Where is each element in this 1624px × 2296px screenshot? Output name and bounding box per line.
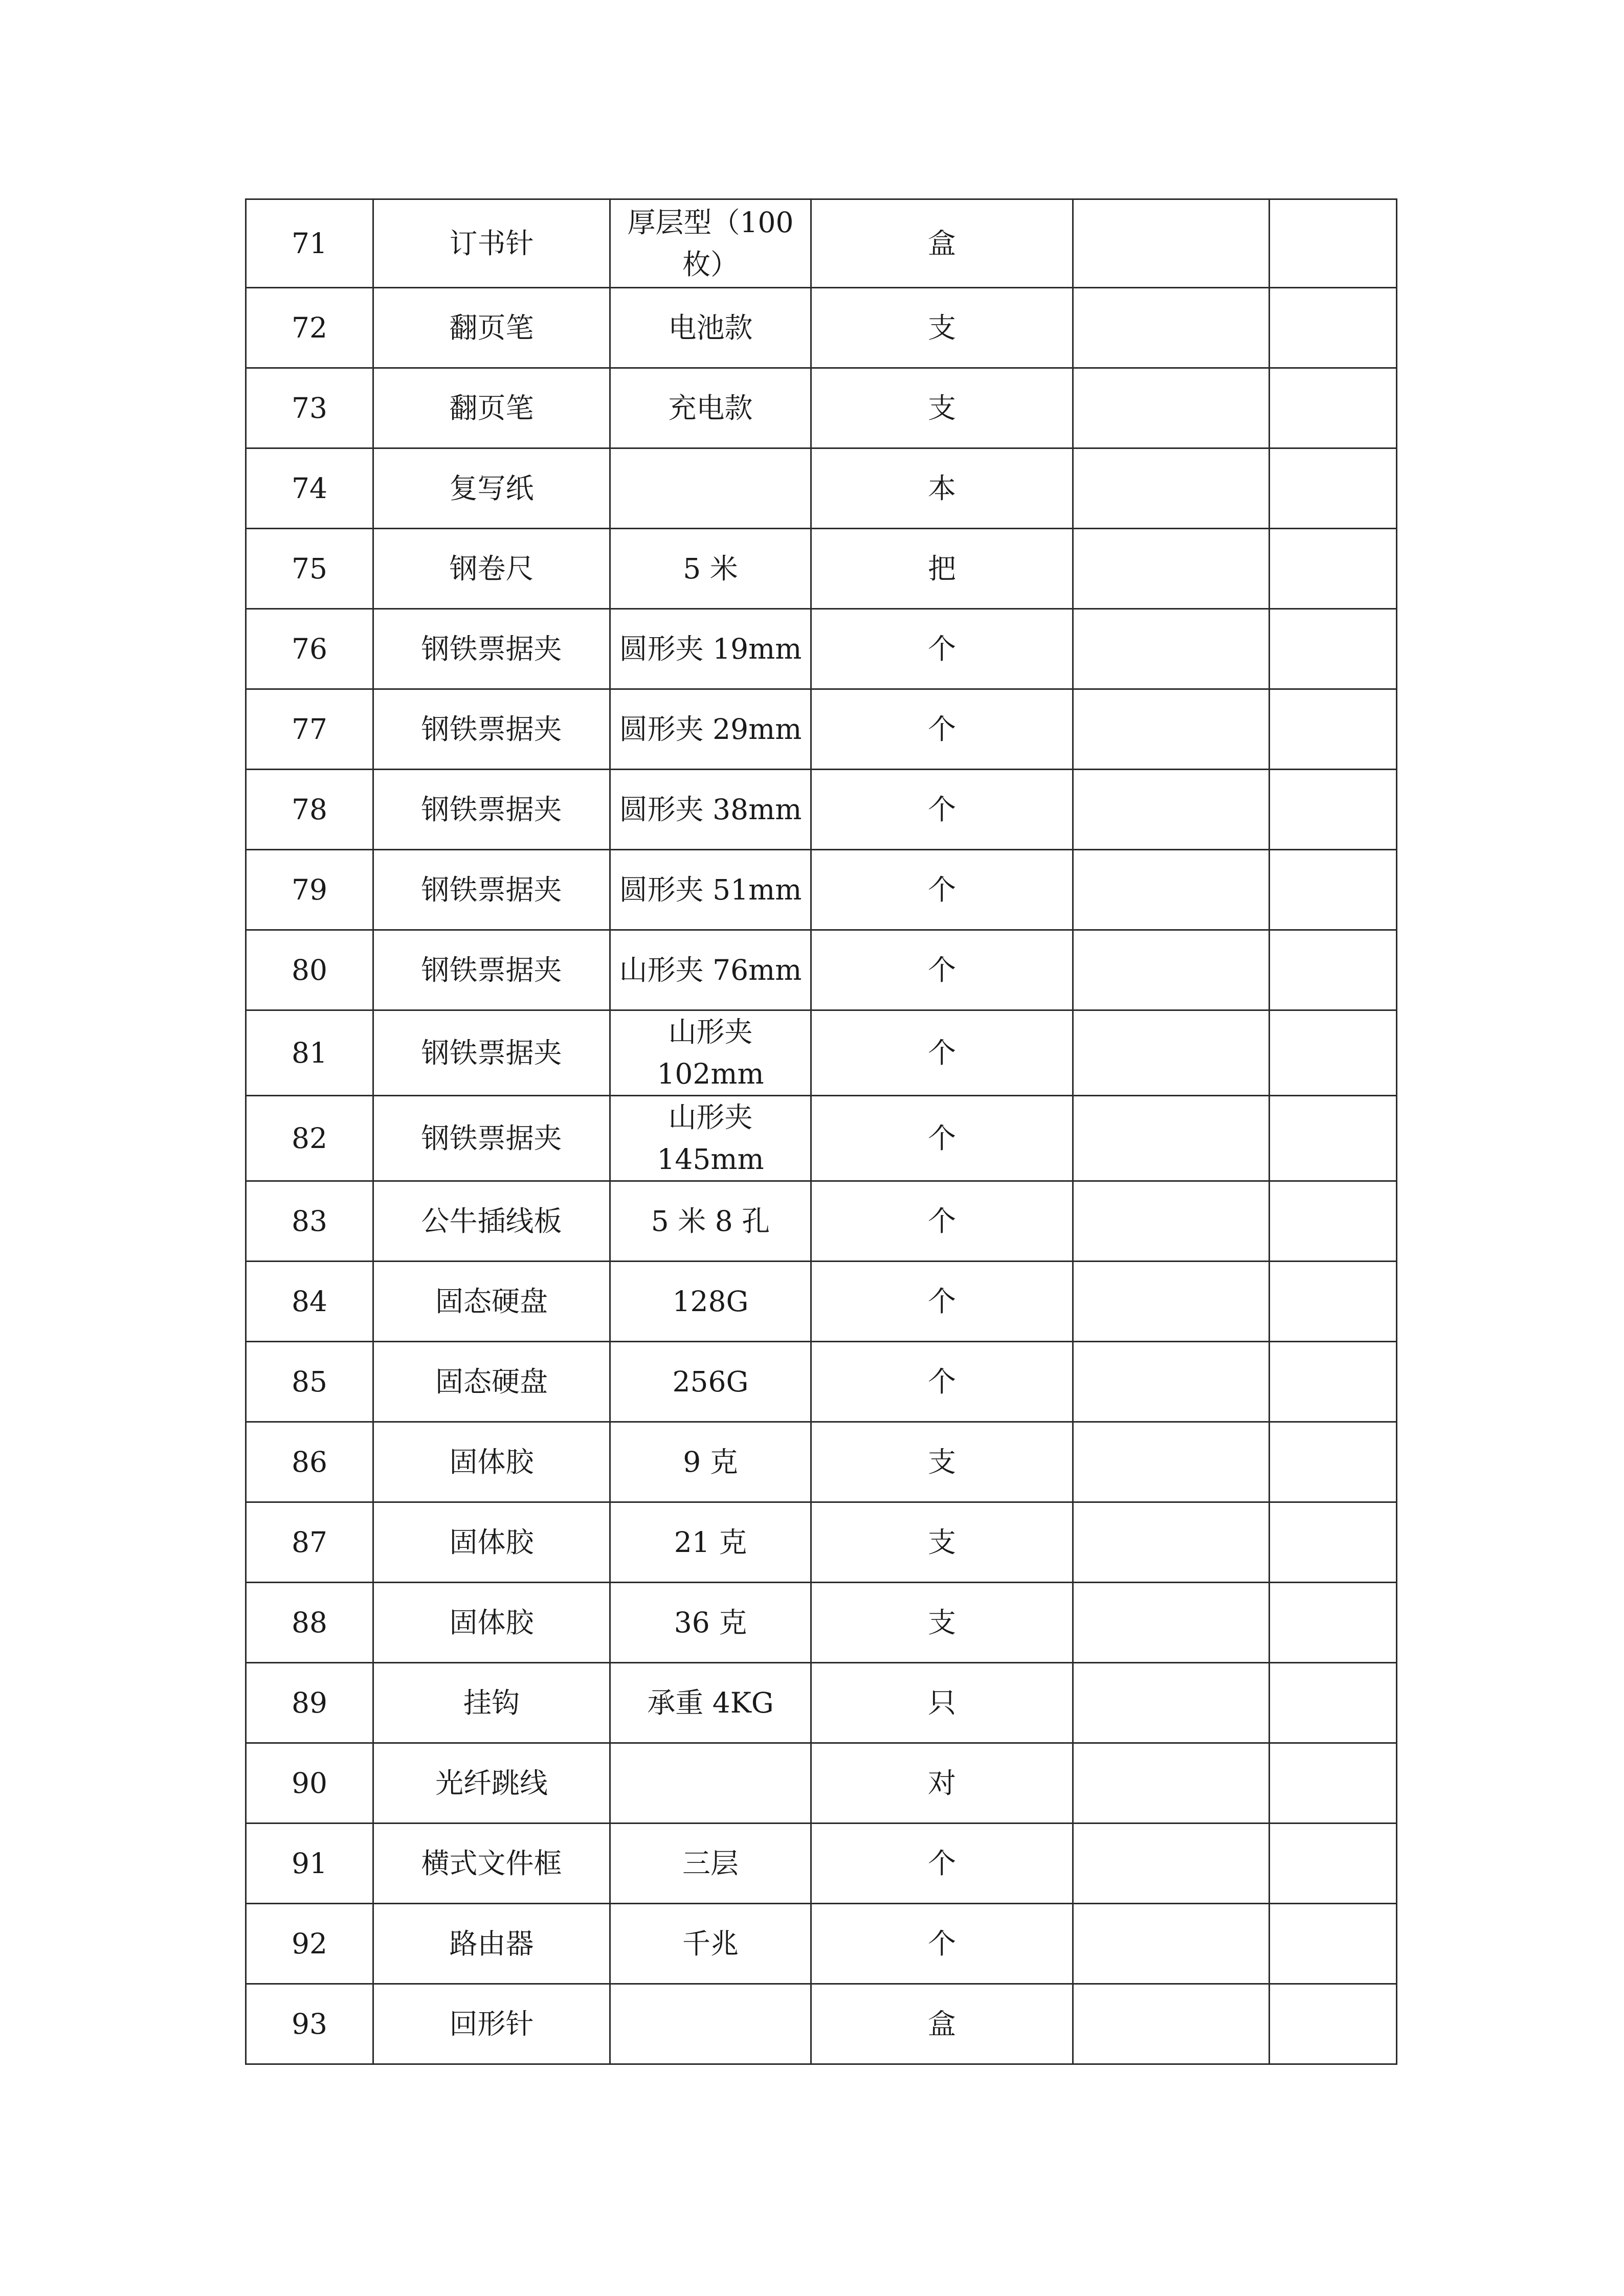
empty-cell-a [1073, 1342, 1270, 1422]
empty-cell-a [1073, 1502, 1270, 1583]
item-name-cell: 横式文件框 [373, 1824, 610, 1904]
empty-cell-a [1073, 1262, 1270, 1342]
item-unit-cell: 个 [811, 850, 1073, 930]
item-name-cell: 翻页笔 [373, 368, 610, 448]
table-row [246, 609, 1397, 689]
item-name-cell: 固态硬盘 [373, 1262, 610, 1342]
item-number-cell: 92 [246, 1904, 373, 1984]
item-unit-cell: 支 [811, 288, 1073, 368]
item-spec-cell: 5 米 8 孔 [610, 1181, 811, 1262]
table-row [246, 1743, 1397, 1824]
item-name-cell: 挂钩 [373, 1663, 610, 1743]
table-row [246, 529, 1397, 609]
empty-cell-b [1270, 770, 1397, 850]
item-unit-cell: 支 [811, 1583, 1073, 1663]
table-row [246, 1583, 1397, 1663]
table-row [246, 1984, 1397, 2064]
item-spec-cell [610, 1984, 811, 2064]
item-spec-cell: 21 克 [610, 1502, 811, 1583]
table-row [246, 1262, 1397, 1342]
item-spec-cell: 256G [610, 1342, 811, 1422]
empty-cell-a [1073, 850, 1270, 930]
table-row [246, 368, 1397, 448]
item-name-cell: 钢铁票据夹 [373, 930, 610, 1010]
empty-cell-a [1073, 1010, 1270, 1096]
table-row [246, 1502, 1397, 1583]
table-row [246, 850, 1397, 930]
table-row [246, 288, 1397, 368]
empty-cell-a [1073, 1181, 1270, 1262]
items-table [245, 198, 1397, 2065]
item-spec-cell: 128G [610, 1262, 811, 1342]
item-spec-cell [610, 1743, 811, 1824]
empty-cell-a [1073, 1422, 1270, 1502]
table-row [246, 930, 1397, 1010]
item-number-cell: 81 [246, 1010, 373, 1096]
empty-cell-b [1270, 448, 1397, 529]
item-number-cell: 82 [246, 1096, 373, 1181]
item-spec-cell: 充电款 [610, 368, 811, 448]
item-unit-cell: 个 [811, 1904, 1073, 1984]
item-spec-cell: 千兆 [610, 1904, 811, 1984]
empty-cell-a [1073, 1583, 1270, 1663]
table-row [246, 1342, 1397, 1422]
empty-cell-a [1073, 770, 1270, 850]
item-unit-cell: 把 [811, 529, 1073, 609]
empty-cell-b [1270, 1010, 1397, 1096]
item-number-cell: 79 [246, 850, 373, 930]
item-name-cell: 光纤跳线 [373, 1743, 610, 1824]
item-spec-cell: 厚层型（100枚） [610, 199, 811, 288]
item-spec-cell: 5 米 [610, 529, 811, 609]
item-spec-cell [610, 448, 811, 529]
item-unit-cell: 个 [811, 1342, 1073, 1422]
item-number-cell: 91 [246, 1824, 373, 1904]
table-row [246, 689, 1397, 770]
item-spec-cell: 三层 [610, 1824, 811, 1904]
item-unit-cell: 支 [811, 1502, 1073, 1583]
item-name-cell: 固体胶 [373, 1583, 610, 1663]
empty-cell-a [1073, 689, 1270, 770]
item-unit-cell: 个 [811, 1824, 1073, 1904]
empty-cell-b [1270, 1342, 1397, 1422]
items-table-body [246, 199, 1397, 2064]
table-row [246, 1422, 1397, 1502]
item-number-cell: 83 [246, 1181, 373, 1262]
item-unit-cell: 盒 [811, 1984, 1073, 2064]
empty-cell-b [1270, 1262, 1397, 1342]
item-name-cell: 翻页笔 [373, 288, 610, 368]
empty-cell-b [1270, 1824, 1397, 1904]
empty-cell-b [1270, 1583, 1397, 1663]
empty-cell-a [1073, 1824, 1270, 1904]
empty-cell-a [1073, 368, 1270, 448]
item-number-cell: 88 [246, 1583, 373, 1663]
empty-cell-a [1073, 448, 1270, 529]
item-number-cell: 78 [246, 770, 373, 850]
item-name-cell: 固体胶 [373, 1502, 610, 1583]
item-unit-cell: 只 [811, 1663, 1073, 1743]
item-unit-cell: 个 [811, 1010, 1073, 1096]
empty-cell-b [1270, 850, 1397, 930]
item-spec-cell: 圆形夹 51mm [610, 850, 811, 930]
item-name-cell: 固态硬盘 [373, 1342, 610, 1422]
empty-cell-a [1073, 1743, 1270, 1824]
item-name-cell: 钢铁票据夹 [373, 1096, 610, 1181]
item-number-cell: 73 [246, 368, 373, 448]
item-number-cell: 90 [246, 1743, 373, 1824]
item-spec-cell: 36 克 [610, 1583, 811, 1663]
item-number-cell: 80 [246, 930, 373, 1010]
item-spec-cell: 圆形夹 38mm [610, 770, 811, 850]
item-number-cell: 85 [246, 1342, 373, 1422]
empty-cell-b [1270, 288, 1397, 368]
item-list-sheet [245, 198, 1396, 2065]
empty-cell-a [1073, 1096, 1270, 1181]
item-unit-cell: 个 [811, 689, 1073, 770]
item-number-cell: 76 [246, 609, 373, 689]
item-number-cell: 71 [246, 199, 373, 288]
table-row [246, 1824, 1397, 1904]
item-name-cell: 钢铁票据夹 [373, 609, 610, 689]
item-spec-cell: 山形夹 145mm [610, 1096, 811, 1181]
empty-cell-b [1270, 1422, 1397, 1502]
item-name-cell: 钢铁票据夹 [373, 689, 610, 770]
item-spec-cell: 电池款 [610, 288, 811, 368]
item-name-cell: 路由器 [373, 1904, 610, 1984]
item-number-cell: 93 [246, 1984, 373, 2064]
empty-cell-a [1073, 529, 1270, 609]
item-unit-cell: 本 [811, 448, 1073, 529]
empty-cell-a [1073, 1984, 1270, 2064]
item-unit-cell: 个 [811, 1096, 1073, 1181]
empty-cell-b [1270, 609, 1397, 689]
empty-cell-a [1073, 609, 1270, 689]
item-spec-cell: 9 克 [610, 1422, 811, 1502]
empty-cell-b [1270, 1743, 1397, 1824]
table-row [246, 199, 1397, 288]
table-row [246, 1181, 1397, 1262]
empty-cell-b [1270, 368, 1397, 448]
item-name-cell: 钢铁票据夹 [373, 850, 610, 930]
empty-cell-b [1270, 1502, 1397, 1583]
item-unit-cell: 支 [811, 368, 1073, 448]
empty-cell-b [1270, 1181, 1397, 1262]
item-number-cell: 89 [246, 1663, 373, 1743]
item-spec-cell: 圆形夹 19mm [610, 609, 811, 689]
item-unit-cell: 盒 [811, 199, 1073, 288]
empty-cell-a [1073, 199, 1270, 288]
item-number-cell: 87 [246, 1502, 373, 1583]
item-unit-cell: 支 [811, 1422, 1073, 1502]
item-unit-cell: 个 [811, 1181, 1073, 1262]
item-name-cell: 复写纸 [373, 448, 610, 529]
item-name-cell: 公牛插线板 [373, 1181, 610, 1262]
empty-cell-b [1270, 529, 1397, 609]
item-name-cell: 固体胶 [373, 1422, 610, 1502]
empty-cell-b [1270, 689, 1397, 770]
table-row [246, 1663, 1397, 1743]
item-unit-cell: 对 [811, 1743, 1073, 1824]
table-row [246, 1904, 1397, 1984]
item-unit-cell: 个 [811, 609, 1073, 689]
item-number-cell: 84 [246, 1262, 373, 1342]
table-row [246, 770, 1397, 850]
item-name-cell: 钢铁票据夹 [373, 1010, 610, 1096]
empty-cell-b [1270, 1096, 1397, 1181]
empty-cell-b [1270, 1904, 1397, 1984]
item-number-cell: 75 [246, 529, 373, 609]
item-spec-cell: 承重 4KG [610, 1663, 811, 1743]
item-name-cell: 钢铁票据夹 [373, 770, 610, 850]
empty-cell-a [1073, 1663, 1270, 1743]
item-spec-cell: 山形夹 102mm [610, 1010, 811, 1096]
empty-cell-b [1270, 1984, 1397, 2064]
table-row [246, 448, 1397, 529]
item-unit-cell: 个 [811, 1262, 1073, 1342]
empty-cell-a [1073, 1904, 1270, 1984]
empty-cell-a [1073, 930, 1270, 1010]
item-number-cell: 72 [246, 288, 373, 368]
empty-cell-b [1270, 199, 1397, 288]
item-name-cell: 回形针 [373, 1984, 610, 2064]
item-spec-cell: 山形夹 76mm [610, 930, 811, 1010]
item-name-cell: 订书针 [373, 199, 610, 288]
item-name-cell: 钢卷尺 [373, 529, 610, 609]
empty-cell-b [1270, 930, 1397, 1010]
empty-cell-a [1073, 288, 1270, 368]
table-row [246, 1010, 1397, 1096]
item-number-cell: 77 [246, 689, 373, 770]
item-unit-cell: 个 [811, 770, 1073, 850]
item-spec-cell: 圆形夹 29mm [610, 689, 811, 770]
empty-cell-b [1270, 1663, 1397, 1743]
item-number-cell: 86 [246, 1422, 373, 1502]
item-unit-cell: 个 [811, 930, 1073, 1010]
item-number-cell: 74 [246, 448, 373, 529]
table-row [246, 1096, 1397, 1181]
